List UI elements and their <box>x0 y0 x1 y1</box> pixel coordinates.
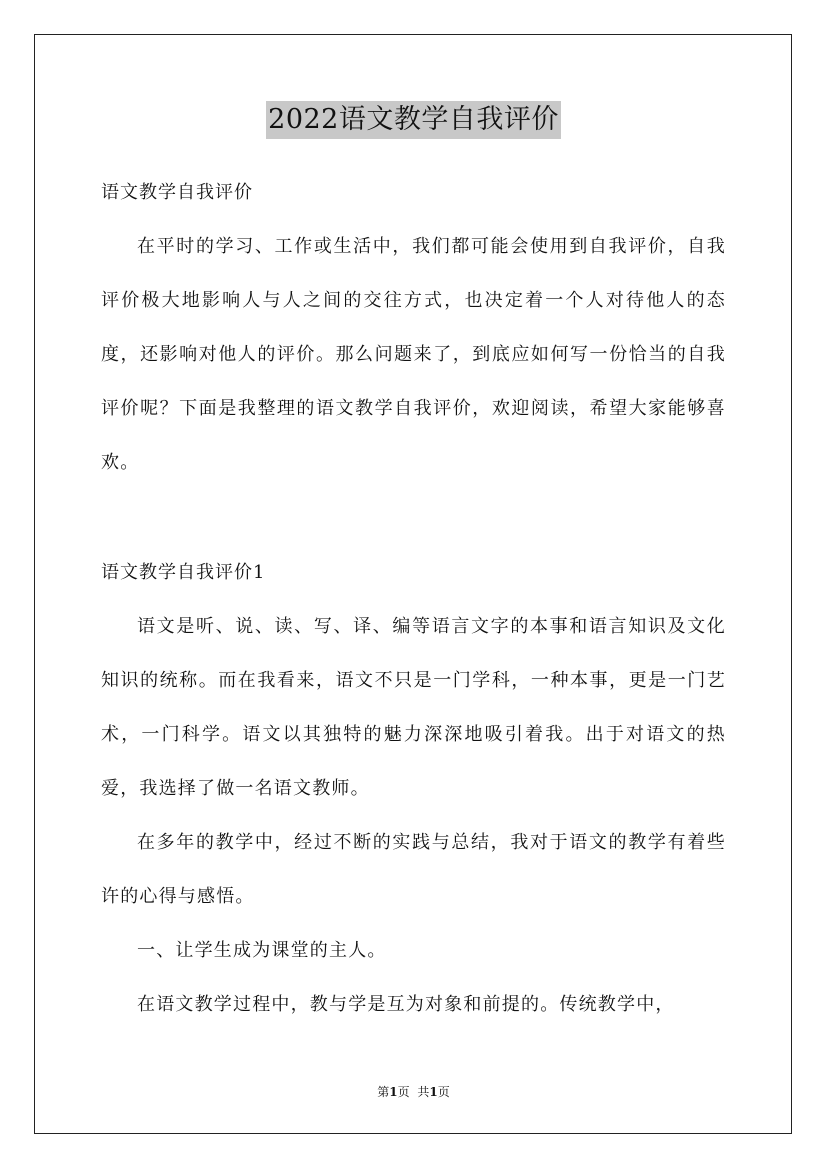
section1-paragraph-4: 在语文教学过程中，教与学是互为对象和前提的。传统教学中， <box>137 994 675 1015</box>
footer-total-number: 1 <box>429 1085 438 1099</box>
section1-paragraph-2: 在多年的教学中，经过不断的实践与总结，我对于语文的教学有着些许的心得与感悟。 <box>101 832 726 907</box>
footer-page-prefix: 第 <box>377 1085 390 1099</box>
footer-total-prefix: 共 <box>417 1085 430 1099</box>
page-footer <box>0 1084 827 1100</box>
section1-heading: 语文教学自我评价1 <box>101 562 266 583</box>
footer-total-suffix: 页 <box>437 1085 450 1099</box>
document-title: 2022语文教学自我评价 <box>266 101 561 139</box>
footer-page-number: 1 <box>389 1085 398 1099</box>
section1-paragraph-1: 语文是听、说、读、写、译、编等语言文字的本事和语言知识及文化知识的统称。而在我看来，语文不只是一门学科，一种本事，更是一门艺术，一门科学。语文以其独特的魅力深深地吸引着我。出于对语文的热爱，我选择了做一名语文教师。 <box>101 616 726 799</box>
document-title-wrap <box>0 101 827 139</box>
footer-page-suffix: 页 <box>397 1085 410 1099</box>
subtitle: 语文教学自我评价 <box>101 182 253 203</box>
intro-paragraph: 在平时的学习、工作或生活中，我们都可能会使用到自我评价，自我评价极大地影响人与人之间的交往方式，也决定着一个人对待他人的态度，还影响对他人的评价。那么问题来了，到底应如何写一份恰当的自我评价呢？下面是我整理的语文教学自我评价，欢迎阅读，希望大家能够喜欢。 <box>101 236 726 473</box>
section1-paragraph-3: 一、让学生成为课堂的主人。 <box>137 940 387 961</box>
